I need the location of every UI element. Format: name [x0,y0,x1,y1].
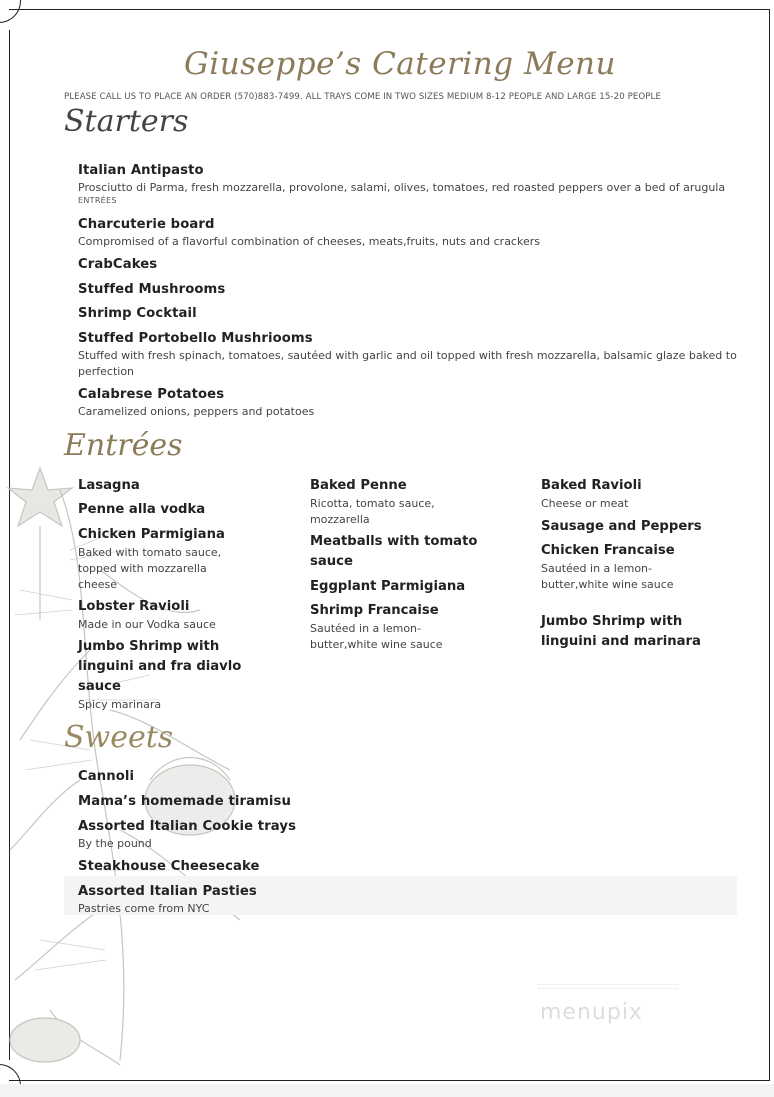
menu-item [541,476,726,512]
menu-item [78,767,738,786]
watermark-rule [538,984,678,989]
menu-item [78,637,243,713]
item-desc: Cheese or meat [541,497,629,510]
watermark-logo: menupix [540,1000,643,1025]
item-name: Italian Antipasto [78,163,204,178]
item-name: Assorted Italian Pasties [78,884,257,899]
item-name: Chicken Parmigiana [78,527,225,542]
item-name: Penne alla vodka [78,502,206,517]
menu-item [78,882,738,917]
item-name: Jumbo Shrimp with linguini and marinara [541,614,701,649]
item-name: Cannoli [78,769,135,784]
entrees-heading: Entrées [64,428,183,463]
item-name: Lasagna [78,478,140,493]
menu-title: Giuseppe’s Catering Menu [184,46,616,82]
menu-item [78,215,738,250]
menu-item [78,304,738,323]
item-name: Steakhouse Cheesecake [78,859,260,874]
menu-item [541,541,701,593]
menu-item [78,525,238,593]
item-desc: Compromised of a flavorful combination of cheeses, meats,fruits, nuts and crackers [78,235,540,248]
sweets-heading: Sweets [64,720,174,755]
item-desc: Pastries come from NYC [78,902,210,915]
item-name: Stuffed Mushrooms [78,282,226,297]
menu-item [310,601,470,653]
menu-item [78,597,263,633]
item-desc: Sautéed in a lemon-butter,white wine sauce [310,622,443,651]
item-name: Lobster Ravioli [78,599,190,614]
item-name: Sausage and Peppers [541,519,702,534]
item-desc: Ricotta, tomato sauce, mozzarella [310,497,435,526]
item-name: Baked Penne [310,478,407,493]
item-desc: Made in our Vodka sauce [78,618,216,631]
starters-heading: Starters [64,104,189,139]
item-name: Shrimp Francaise [310,603,439,618]
item-name: Stuffed Portobello Mushriooms [78,331,313,346]
menu-item [78,385,738,420]
menu-item [78,500,263,520]
item-name: Chicken Francaise [541,543,675,558]
menu-item [541,517,741,537]
item-desc: Baked with tomato sauce, topped with mozzarella cheese [78,546,222,591]
item-name: Baked Ravioli [541,478,642,493]
item-name: Assorted Italian Cookie trays [78,819,297,834]
item-note: ENTRÉES [78,196,117,205]
item-name: Eggplant Parmigiana [310,579,466,594]
item-name: Charcuterie board [78,217,215,232]
menu-item [78,476,263,496]
menu-item [310,476,460,528]
item-name: Mama’s homemade tiramisu [78,794,291,809]
item-name: Calabrese Potatoes [78,387,225,402]
item-name: Shrimp Cocktail [78,306,197,321]
menu-item [78,792,738,811]
menu-item [310,577,495,597]
item-desc: Spicy marinara [78,698,162,711]
item-desc: Stuffed with fresh spinach, tomatoes, sautéed with garlic and oil topped with fresh mozzarella, balsamic glaze baked to perfection [78,349,737,378]
menu-item [78,329,738,380]
menu-item [541,612,716,652]
item-name: CrabCakes [78,257,158,272]
menu-item [310,532,485,572]
menu-item [78,255,738,274]
menu-item [78,161,738,206]
order-info: PLEASE CALL US TO PLACE AN ORDER (570)883-7499. ALL TRAYS COME IN TWO SIZES MEDIUM 8-12 PEOPLE AND LARGE 15-20 PEOPLE [64,92,661,102]
item-desc: Sautéed in a lemon-butter,white wine sauce [541,562,674,591]
item-name: Jumbo Shrimp with linguini and fra diavlo sauce [78,639,242,694]
item-name: Meatballs with tomato sauce [310,534,478,569]
item-desc: Prosciutto di Parma, fresh mozzarella, provolone, salami, olives, tomatoes, red roasted peppers over a bed of arugula [78,181,726,194]
item-desc: Caramelized onions, peppers and potatoes [78,405,315,418]
item-desc: By the pound [78,837,152,850]
menu-item [78,857,738,876]
menu-item [78,280,738,299]
menu-item [78,817,738,852]
